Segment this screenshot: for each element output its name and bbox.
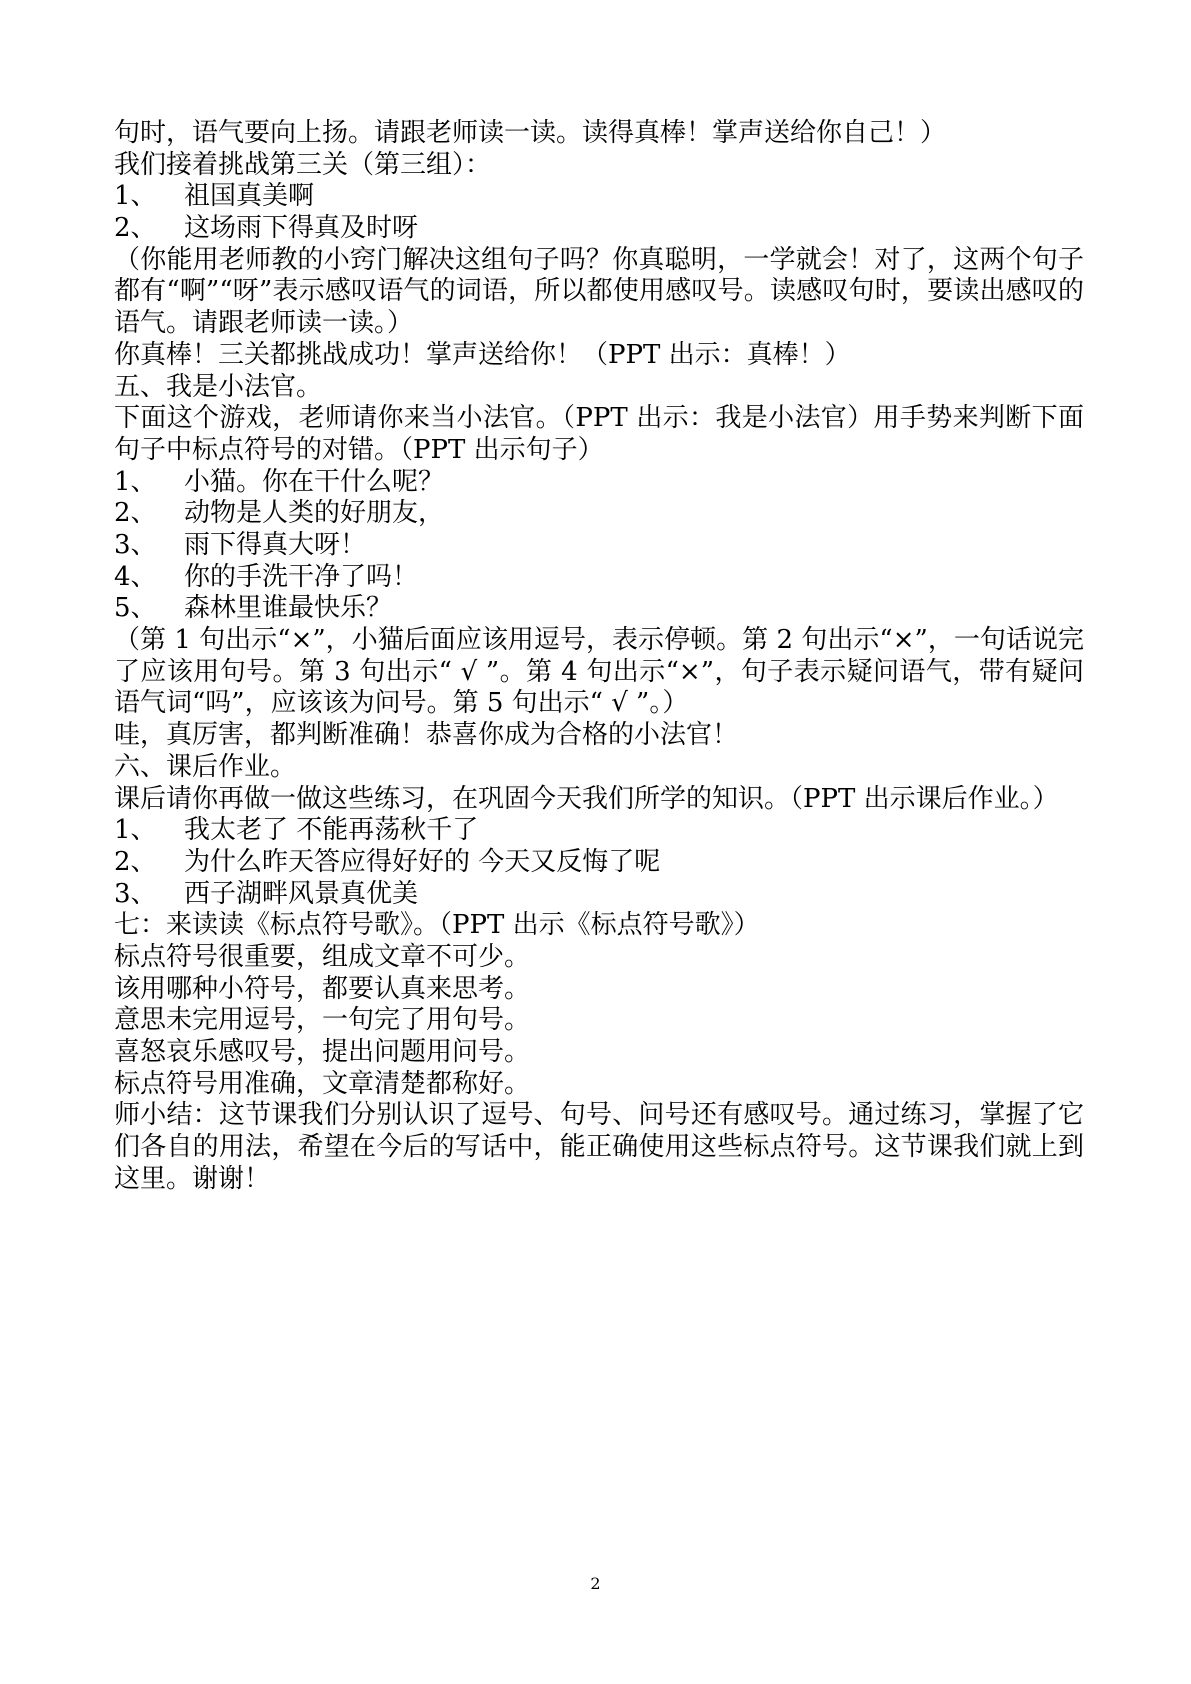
summary-paragraph: 师小结：这节课我们分别认识了逗号、句号、问号还有感叹号。通过练习，掌握了它们各自的用法，希望在今后的写话中，能正确使用这些标点符号。这节课我们就上到这里。谢谢！ bbox=[114, 1100, 1084, 1194]
paragraph: （你能用老师教的小窍门解决这组句子吗？你真聪明，一学就会！对了，这两个句子都有“啊”“呀”表示感叹语气的词语，所以都使用感叹号。读感叹句时，要读出感叹的语气。请跟老师读一读。） bbox=[114, 244, 1084, 339]
list-item bbox=[114, 815, 1084, 847]
list-item-number: 5、 bbox=[114, 593, 157, 624]
text-line: 哇，真厉害，都判断准确！恭喜你成为合格的小法官！ bbox=[114, 720, 739, 751]
list-item-text: 动物是人类的好朋友， bbox=[184, 498, 445, 529]
list-item bbox=[114, 879, 1084, 911]
song-line: 标点符号用准确，文章清楚都称好。 bbox=[114, 1068, 531, 1099]
list-item-text: 祖国真美啊 bbox=[184, 181, 315, 212]
list-item-text: 小猫。你在干什么呢？ bbox=[184, 466, 445, 497]
section-heading: 七：来读读《标点符号歌》。（PPT 出示《标点符号歌》） bbox=[114, 910, 760, 941]
paragraph: 下面这个游戏，老师请你来当小法官。（PPT 出示：我是小法官）用手势来判断下面句子中标点符号的对错。（PPT 出示句子） bbox=[114, 403, 1084, 465]
list-item-number: 2、 bbox=[114, 498, 157, 529]
document-body bbox=[114, 118, 1084, 1196]
paragraph: （第 1 句出示“×”，小猫后面应该用逗号，表示停顿。第 2 句出示“×”，一句话说完了应该用句号。第 3 句出示“ √ ”。第 4 句出示“×”，句子表示疑问语气，带有疑问语气词“吗”，应该该为问号。第 5 句出示“ √ ”。） bbox=[114, 625, 1084, 719]
section-heading: 六、课后作业。 bbox=[114, 751, 297, 782]
song-line: 意思未完用逗号，一句完了用句号。 bbox=[114, 1005, 531, 1036]
list-item bbox=[114, 498, 1084, 530]
list-item-text: 森林里谁最快乐？ bbox=[184, 593, 393, 624]
list-item-number: 2、 bbox=[114, 846, 157, 877]
text-line: 句时，语气要向上扬。请跟老师读一读。读得真棒！掌声送给你自己！） bbox=[114, 118, 947, 148]
list-item bbox=[114, 181, 1084, 213]
list-item-text: 西子湖畔风景真优美 bbox=[184, 878, 419, 909]
list-item-number: 3、 bbox=[114, 530, 157, 561]
list-item-text: 这场雨下得真及时呀 bbox=[184, 213, 419, 244]
list-item-number: 3、 bbox=[114, 878, 157, 909]
list-item-number: 1、 bbox=[114, 181, 157, 212]
list-item bbox=[114, 562, 1084, 594]
list-item bbox=[114, 530, 1084, 562]
list-item-number: 1、 bbox=[114, 815, 157, 846]
list-item-text: 你的手洗干净了吗！ bbox=[184, 561, 419, 592]
list-item bbox=[114, 847, 1084, 879]
text-line: 我们接着挑战第三关（第三组）： bbox=[114, 149, 492, 180]
paragraph: 课后请你再做一做这些练习，在巩固今天我们所学的知识。（PPT 出示课后作业。） bbox=[114, 783, 1059, 814]
list-item-text: 雨下得真大呀！ bbox=[184, 530, 367, 561]
list-item bbox=[114, 213, 1084, 245]
list-item bbox=[114, 593, 1084, 625]
list-item bbox=[114, 467, 1084, 499]
song-line: 标点符号很重要，组成文章不可少。 bbox=[114, 942, 531, 973]
song-line: 喜怒哀乐感叹号，提出问题用问号。 bbox=[114, 1037, 531, 1068]
list-item-text: 为什么昨天答应得好好的 今天又反悔了呢 bbox=[184, 846, 661, 877]
song-line: 该用哪种小符号，都要认真来思考。 bbox=[114, 973, 531, 1004]
list-item-number: 4、 bbox=[114, 561, 157, 592]
list-item-number: 2、 bbox=[114, 213, 157, 244]
text-line: 你真棒！三关都挑战成功！掌声送给你！（PPT 出示：真棒！） bbox=[114, 339, 851, 370]
page-number: 2 bbox=[590, 1574, 601, 1593]
list-item-number: 1、 bbox=[114, 466, 157, 497]
section-heading: 五、我是小法官。 bbox=[114, 371, 323, 402]
list-item-text: 我太老了 不能再荡秋千了 bbox=[184, 815, 479, 846]
